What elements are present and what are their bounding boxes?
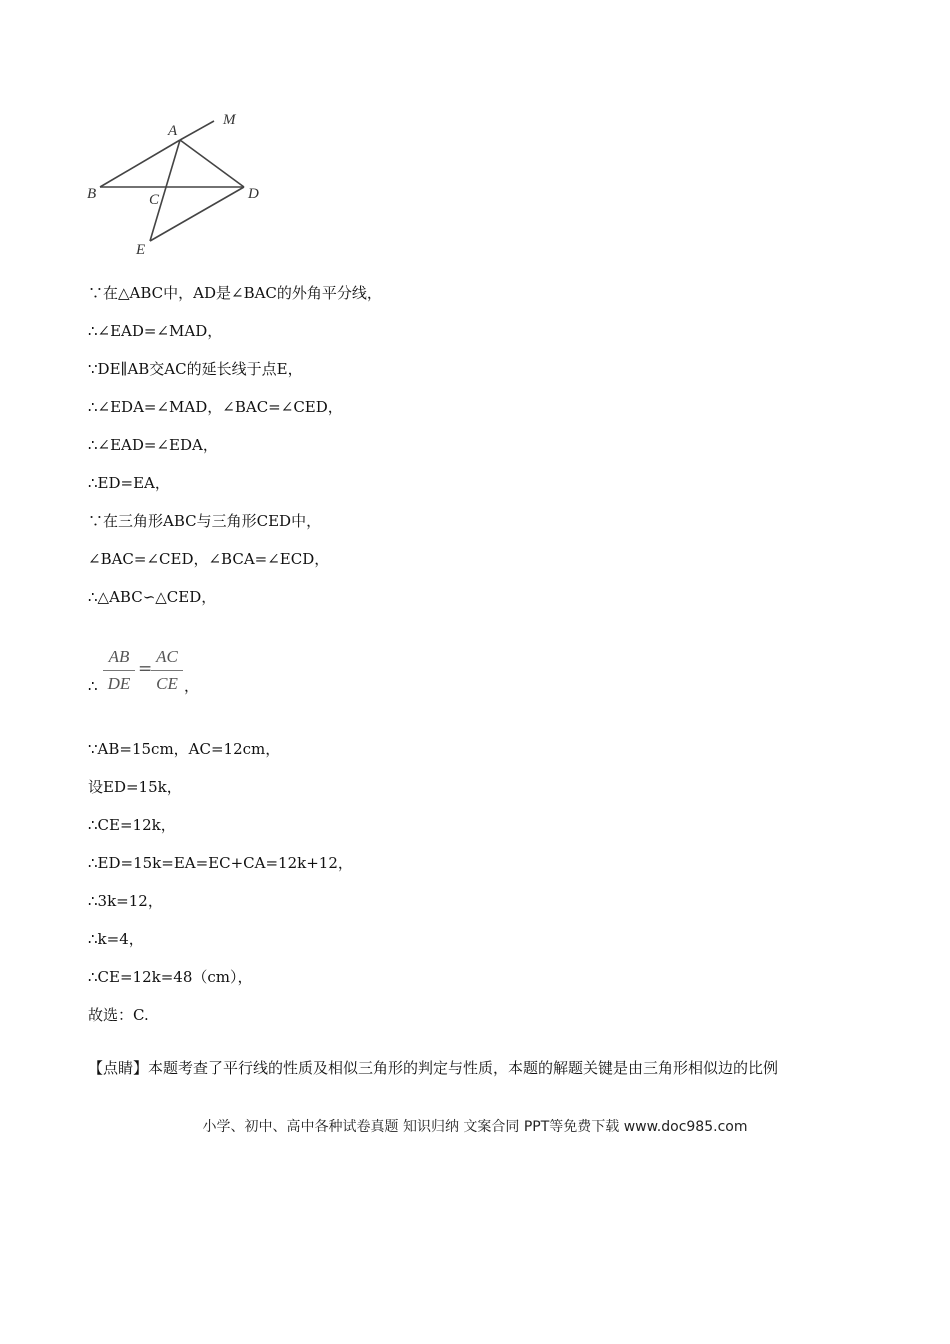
solution-line-13: ∴ED=15k=EA=EC+CA=12k+12， — [88, 854, 353, 872]
fraction-denominator: DE — [107, 674, 131, 693]
label-M: M — [223, 112, 236, 128]
fraction-bar — [151, 670, 183, 671]
remark-paragraph — [88, 1058, 778, 1078]
answer-line: 故选：C. — [88, 1006, 149, 1024]
fraction-ac-ce — [150, 646, 184, 695]
solution-line-11: 设ED=15k， — [88, 778, 182, 796]
label-E: E — [136, 242, 146, 258]
solution-line-6: ∴ED=EA， — [88, 474, 170, 492]
solution-line-12: ∴CE=12k， — [88, 816, 176, 834]
fraction-numerator: AC — [156, 647, 178, 666]
solution-line-10: ∵AB=15cm，AC=12cm， — [88, 740, 281, 758]
solution-line-8: ∠BAC=∠CED，∠BCA=∠ECD， — [88, 550, 330, 568]
label-D: D — [248, 186, 259, 202]
solution-line-2: ∴∠EAD=∠MAD， — [88, 322, 223, 340]
solution-line-16: ∴CE=12k=48（cm）， — [88, 968, 253, 986]
fraction-denominator: CE — [156, 674, 178, 693]
segment-AM — [180, 121, 214, 140]
label-B: B — [87, 186, 97, 202]
equation-comma: ， — [184, 677, 200, 695]
solution-line-4: ∴∠EDA=∠MAD，∠BAC=∠CED， — [88, 398, 343, 416]
equals-sign: = — [138, 659, 153, 679]
fraction-ab-de — [102, 646, 136, 695]
solution-line-9: ∴△ABC∽△CED， — [88, 588, 217, 606]
remark-text: 本题考查了平行线的性质及相似三角形的判定与性质，本题的解题关键是由三角形相似边的比例 — [148, 1059, 779, 1077]
remark-label: 【点睛】 — [88, 1059, 149, 1077]
label-C: C — [149, 192, 160, 208]
fraction-numerator: AB — [108, 647, 130, 666]
solution-line-7: ∵在三角形ABC与三角形CED中， — [88, 512, 322, 530]
therefore-symbol: ∴ — [88, 677, 98, 695]
triangle-diagram — [82, 108, 272, 258]
geometry-figure — [82, 108, 272, 258]
solution-line-15: ∴k=4， — [88, 930, 144, 948]
solution-line-3: ∵DE∥AB交AC的延长线于点E， — [88, 360, 303, 378]
solution-line-5: ∴∠EAD=∠EDA， — [88, 436, 218, 454]
segment-AD — [180, 140, 244, 187]
fraction-bar — [103, 670, 135, 671]
solution-line-14: ∴3k=12， — [88, 892, 163, 910]
label-A: A — [168, 123, 178, 139]
page-footer: 小学、初中、高中各种试卷真题 知识归纳 文案合同 PPT等免费下载 www.doc985.com — [202, 1119, 748, 1135]
solution-line-1: ∵在△ABC中，AD是∠BAC的外角平分线， — [88, 284, 382, 302]
